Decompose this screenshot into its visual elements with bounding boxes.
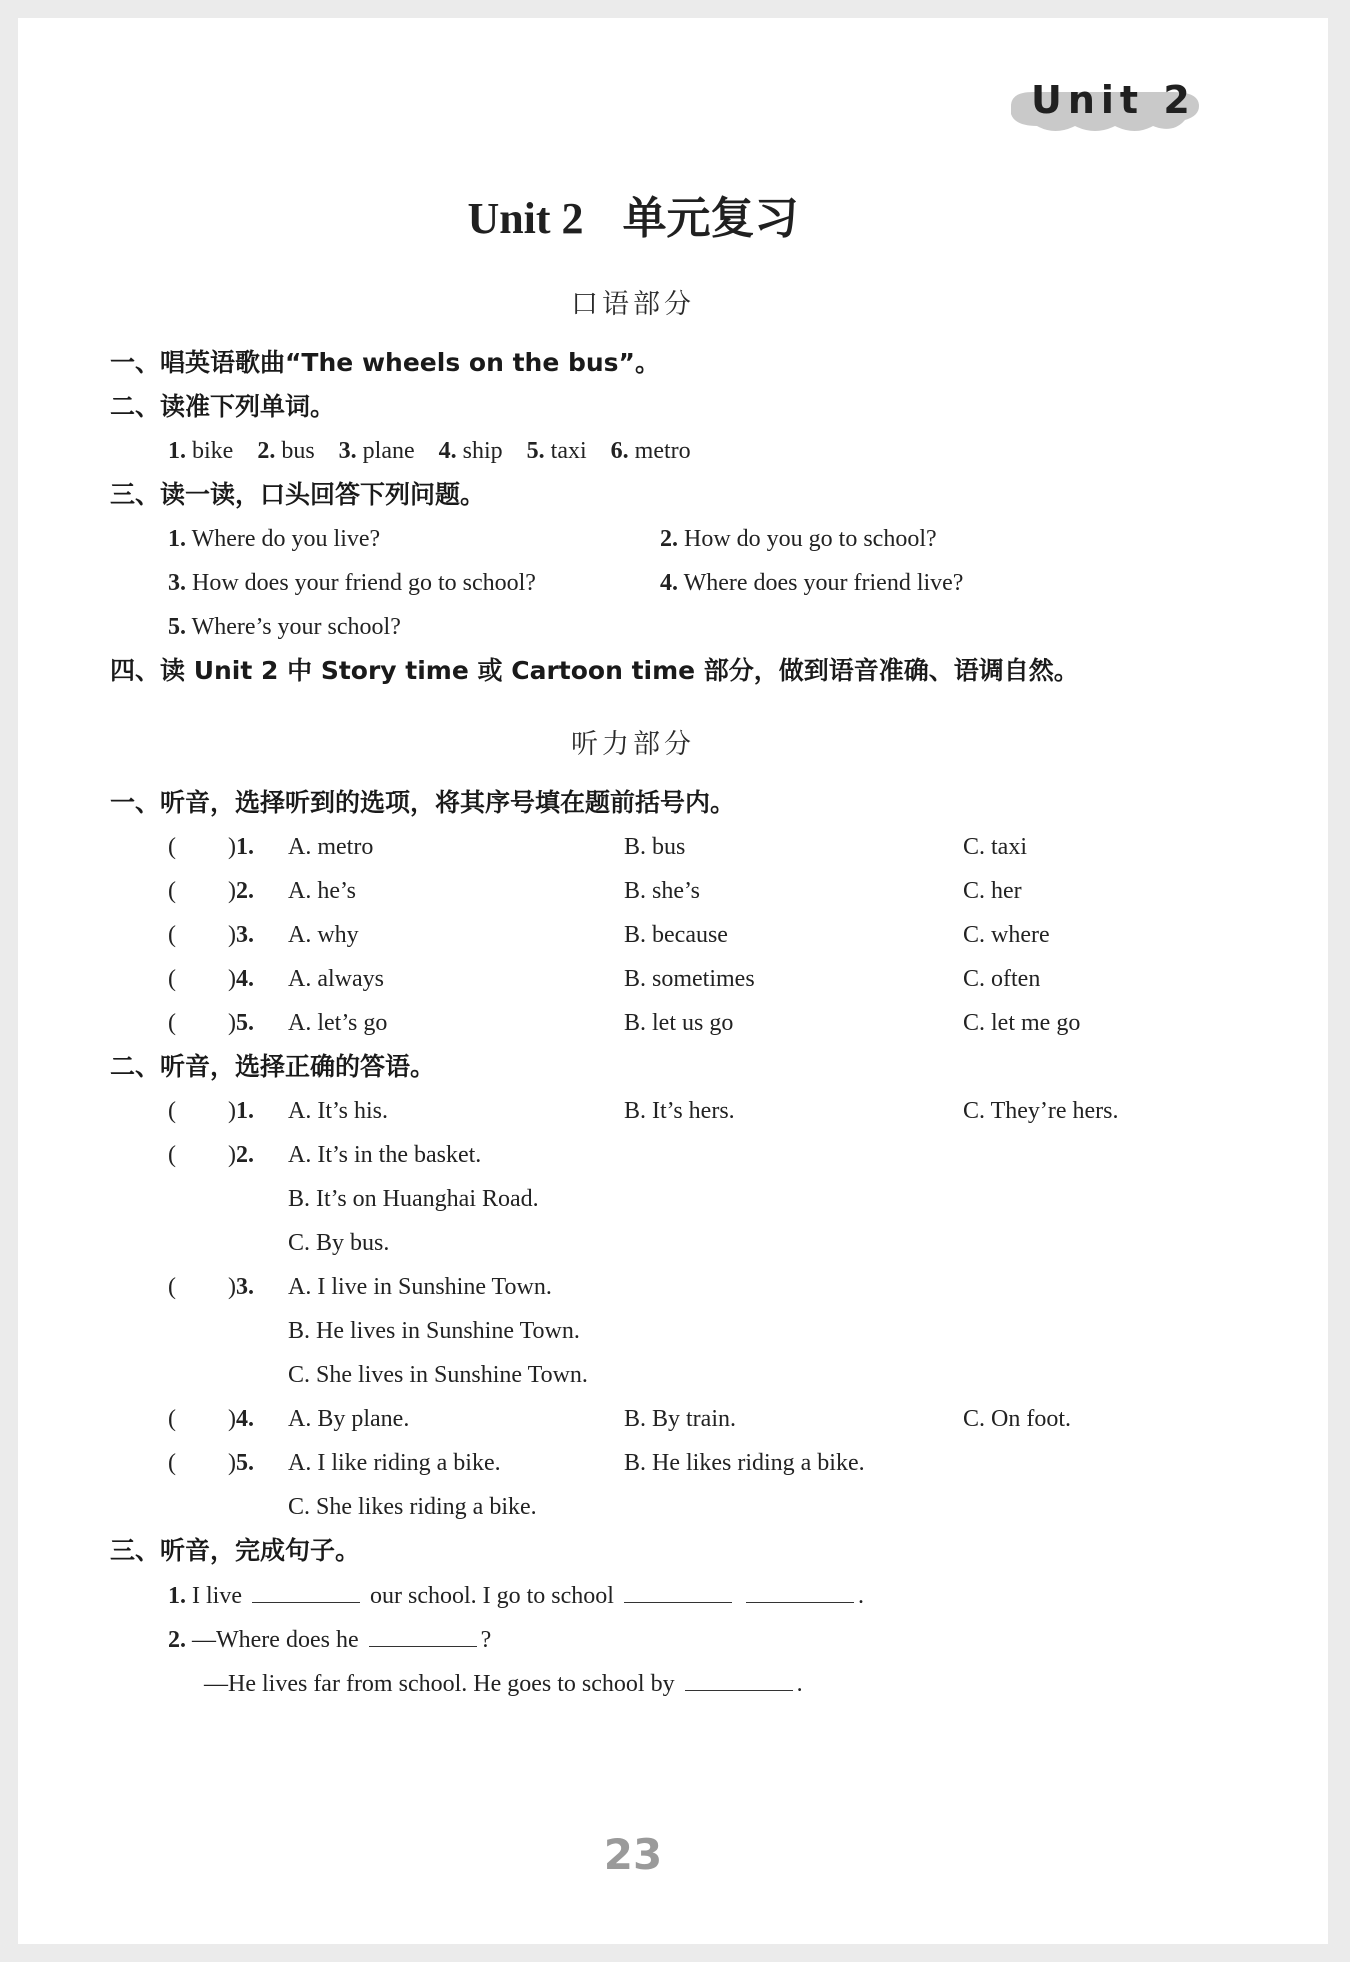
option-b: B. It’s on Huanghai Road. bbox=[288, 1186, 539, 1212]
fill-sentence-1: 1. I live our school. I go to school . bbox=[168, 1580, 864, 1611]
page-number: 23 bbox=[603, 1830, 663, 1879]
option-a: A. It’s his. bbox=[288, 1098, 389, 1124]
word-num: 1. bbox=[168, 438, 186, 464]
word-num: 4. bbox=[438, 438, 457, 464]
option-c: C. taxi bbox=[963, 834, 1027, 860]
oral-q3: 三、读一读，口头回答下列问题。 bbox=[110, 480, 486, 509]
word-num: 5. bbox=[526, 438, 545, 464]
page-title bbox=[0, 182, 1288, 246]
option-c: C. She likes riding a bike. bbox=[288, 1494, 537, 1520]
word-list bbox=[168, 436, 691, 466]
option-b: B. It’s hers. bbox=[624, 1098, 735, 1124]
option-b: B. By train. bbox=[624, 1406, 736, 1432]
option-b: B. He lives in Sunshine Town. bbox=[288, 1318, 580, 1344]
answer-bracket[interactable]: ( )3. bbox=[168, 922, 254, 948]
option-a: A. let’s go bbox=[288, 1010, 388, 1036]
workbook-page bbox=[18, 18, 1328, 1944]
word: taxi bbox=[550, 438, 587, 464]
fill-sentence-2b: —He lives far from school. He goes to school by . bbox=[204, 1668, 803, 1699]
option-b: B. she’s bbox=[624, 878, 701, 904]
word: plane bbox=[362, 438, 415, 464]
option-a: A. metro bbox=[288, 834, 374, 860]
answer-bracket[interactable]: ( )5. bbox=[168, 1450, 254, 1476]
answer-bracket[interactable]: ( )2. bbox=[168, 1142, 254, 1168]
answer-bracket[interactable]: ( )1. bbox=[168, 834, 254, 860]
question-item: 2. How do you go to school? bbox=[660, 526, 937, 552]
word-num: 2. bbox=[257, 438, 276, 464]
option-a: A. I like riding a bike. bbox=[288, 1450, 501, 1476]
fill-sentence-2: 2. —Where does he ? bbox=[168, 1624, 491, 1655]
word: ship bbox=[462, 438, 503, 464]
option-c: C. let me go bbox=[963, 1010, 1081, 1036]
answer-bracket[interactable]: ( )2. bbox=[168, 878, 254, 904]
option-a: A. he’s bbox=[288, 878, 356, 904]
oral-q4: 四、读 Unit 2 中 Story time 或 Cartoon time 部分，做到语音准确、语调自然。 bbox=[110, 656, 1079, 685]
answer-bracket[interactable]: ( )1. bbox=[168, 1098, 254, 1124]
listening-p1-heading: 一、听音，选择听到的选项，将其序号填在题前括号内。 bbox=[110, 788, 736, 817]
option-c: C. She lives in Sunshine Town. bbox=[288, 1362, 588, 1388]
unit-badge bbox=[1003, 76, 1208, 132]
answer-blank[interactable] bbox=[685, 1668, 793, 1691]
option-a: A. It’s in the basket. bbox=[288, 1142, 482, 1168]
oral-q1: 一、唱英语歌曲“The wheels on the bus”。 bbox=[110, 348, 660, 377]
option-c: C. her bbox=[963, 878, 1022, 904]
option-c: C. often bbox=[963, 966, 1041, 992]
oral-section-title: 口语部分 bbox=[571, 289, 695, 320]
word-num: 6. bbox=[610, 438, 629, 464]
title-unit: Unit 2 bbox=[467, 194, 584, 243]
answer-blank[interactable] bbox=[746, 1580, 854, 1603]
word: bus bbox=[281, 438, 315, 464]
option-c: C. On foot. bbox=[963, 1406, 1071, 1432]
question-item: 1. Where do you live? bbox=[168, 526, 381, 552]
listening-p2-heading: 二、听音，选择正确的答语。 bbox=[110, 1052, 436, 1081]
option-b: B. sometimes bbox=[624, 966, 755, 992]
listening-p3-heading: 三、听音，完成句子。 bbox=[110, 1536, 361, 1565]
word-num: 3. bbox=[338, 438, 357, 464]
option-a: A. always bbox=[288, 966, 384, 992]
word: bike bbox=[192, 438, 234, 464]
answer-bracket[interactable]: ( )4. bbox=[168, 1406, 254, 1432]
unit-badge-label: Unit 2 bbox=[1031, 78, 1196, 122]
answer-bracket[interactable]: ( )4. bbox=[168, 966, 254, 992]
answer-blank[interactable] bbox=[624, 1580, 732, 1603]
option-c: C. where bbox=[963, 922, 1050, 948]
question-item: 4. Where does your friend live? bbox=[660, 570, 964, 596]
option-b: B. let us go bbox=[624, 1010, 734, 1036]
title-name: 单元复习 bbox=[622, 194, 799, 243]
option-b: B. bus bbox=[624, 834, 686, 860]
answer-bracket[interactable]: ( )5. bbox=[168, 1010, 254, 1036]
option-b: B. because bbox=[624, 922, 728, 948]
option-a: A. I live in Sunshine Town. bbox=[288, 1274, 552, 1300]
listening-section-title: 听力部分 bbox=[571, 729, 695, 760]
answer-blank[interactable] bbox=[369, 1624, 477, 1647]
option-c: C. By bus. bbox=[288, 1230, 390, 1256]
answer-bracket[interactable]: ( )3. bbox=[168, 1274, 254, 1300]
question-item: 5. Where’s your school? bbox=[168, 614, 401, 640]
oral-q2: 二、读准下列单词。 bbox=[110, 392, 336, 421]
answer-blank[interactable] bbox=[252, 1580, 360, 1603]
option-c: C. They’re hers. bbox=[963, 1098, 1119, 1124]
option-b: B. He likes riding a bike. bbox=[624, 1450, 865, 1476]
option-a: A. By plane. bbox=[288, 1406, 410, 1432]
question-item: 3. How does your friend go to school? bbox=[168, 570, 536, 596]
option-a: A. why bbox=[288, 922, 359, 948]
word: metro bbox=[634, 438, 691, 464]
